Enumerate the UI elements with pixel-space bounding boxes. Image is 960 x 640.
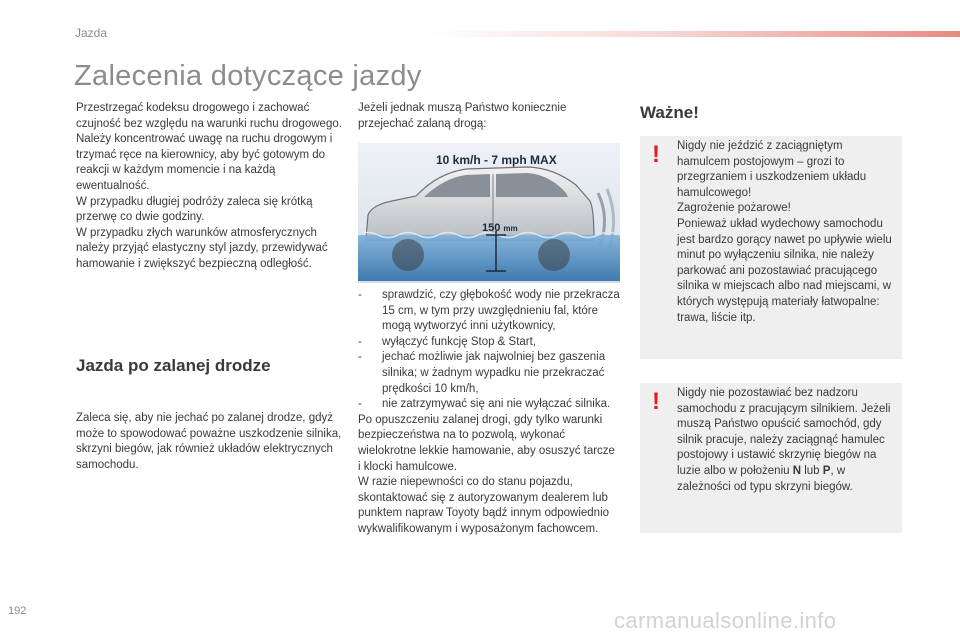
important-heading: Ważne!	[640, 103, 699, 122]
list-dash: -	[358, 289, 362, 301]
list-dash: -	[358, 398, 362, 411]
warning-exclamation-icon: !	[652, 141, 660, 168]
warning-paragraph: Nigdy nie jeździć z zaciągniętym hamulcem postojowym – grozi to przegrzaniem i uszkodzeniem układu hamulcowego!	[677, 140, 867, 199]
intro-paragraph: W przypadku długiej podróży zaleca się krótką przerwę co dwie godziny.	[76, 195, 313, 224]
warning-box	[640, 383, 902, 533]
warning-paragraph: Ponieważ układ wydechowy samochodu jest bardzo gorący nawet po upływie wielu minut po wyłączeniu silnika, nie należy parkować ani pozostawiać pracującego silnika w miejscach albo nad miejscami, w których występują materiały łatwopalne: trawa, liście itp.	[677, 217, 892, 324]
warning-text-part: lub	[801, 464, 823, 477]
list-item-text: wyłączyć funkcję Stop & Start,	[382, 335, 537, 348]
page-title: Zalecenia dotyczące jazdy	[74, 60, 422, 92]
warning-exclamation-icon: !	[652, 388, 660, 415]
warning-text-part: Nigdy nie pozostawiać bez nadzoru samochodu z pracującym silnikiem. Jeżeli muszą Państwo opuścić samochód, gdy silnik pracuje, należy zaciągnąć hamulec postojowy i ustawić skrzynię biegów na luzie albo w położeniu	[677, 387, 891, 477]
list-dash: -	[358, 351, 362, 364]
after-flood-paragraph: W razie niepewności co do stanu pojazdu, skontaktować się z autoryzowanym dealerem lub punktem napraw Toyoty bądź innym odpowiednio wykwalifikowanym i wyposażonym fachowcem.	[358, 476, 610, 535]
flood-instructions	[358, 288, 620, 538]
list-item	[358, 335, 620, 351]
gear-key-p: P	[822, 464, 831, 477]
flood-intro	[358, 101, 620, 132]
warning-paragraph: Zagrożenie pożarowe!	[677, 202, 791, 215]
header-rule	[430, 31, 960, 37]
list-item	[358, 288, 620, 335]
depth-unit: mm	[503, 224, 518, 233]
max-label: MAX	[530, 153, 557, 167]
warning-text	[677, 386, 892, 495]
wheel-icon	[392, 239, 424, 271]
list-item-text: sprawdzić, czy głębokość wody nie przekracza 15 cm, w tym przy uwzględnieniu fal, które mogą wytworzyć inni użytkownicy,	[382, 289, 620, 333]
intro-paragraph: W przypadku złych warunków atmosferycznych należy przyjąć elastyczny styl jazdy, przewidywać hamowanie i zwiększyć bezpieczną odległość.	[76, 226, 328, 270]
warning-text	[677, 139, 892, 326]
depth-value: 150	[482, 222, 501, 234]
flood-text	[76, 411, 346, 473]
page-number: 192	[8, 605, 27, 617]
flooded-car-illustration	[358, 143, 620, 283]
list-item	[358, 397, 620, 413]
after-flood-paragraph: Po opuszczeniu zalanej drogi, gdy tylko warunki bezpieczeństwa na to pozwolą, wykonać wielokrotne lekkie hamowanie, aby osuszyć tarcze i klocki hamulcowe.	[358, 413, 615, 473]
intro-text	[76, 101, 346, 273]
speed-limit-label	[436, 153, 557, 167]
warning-text-part: , w zależności od typu skrzyni biegów.	[677, 464, 853, 493]
flood-paragraph: Zaleca się, aby nie jechać po zalanej drodze, gdyż może to spowodować poważne uszkodzenie silnika, skrzyni biegów, jak również układów elektrycznych samochodu.	[76, 412, 342, 471]
speed-label: 10 km/h - 7 mph	[436, 153, 527, 167]
list-dash: -	[358, 335, 362, 348]
warning-box	[640, 136, 902, 359]
list-item	[358, 350, 620, 397]
flood-intro-paragraph: Jeżeli jednak muszą Państwo koniecznie przejechać zalaną drogą:	[358, 102, 567, 130]
intro-paragraph: Przestrzegać kodeksu drogowego i zachować czujność bez względu na warunki ruchu drogowego.	[76, 102, 342, 130]
list-item-text: jechać możliwie jak najwolniej bez gaszenia silnika; w żadnym wypadku nie przekraczać prędkości 10 km/h,	[382, 351, 606, 395]
watermark: carmanualsonline.info	[614, 608, 837, 633]
header-section-label: Jazda	[75, 26, 108, 40]
list-item-text: nie zatrzymywać się ani nie wyłączać silnika.	[382, 398, 611, 411]
gear-key-n: N	[792, 464, 802, 477]
flood-section-heading: Jazda po zalanej drodze	[76, 356, 271, 375]
depth-label	[482, 222, 518, 234]
wheel-icon	[538, 239, 570, 271]
intro-paragraph: Należy koncentrować uwagę na ruchu drogowym i trzymać ręce na kierownicy, aby być gotowym do reakcji w każdym momencie i na każdą ewentualność.	[76, 133, 333, 192]
